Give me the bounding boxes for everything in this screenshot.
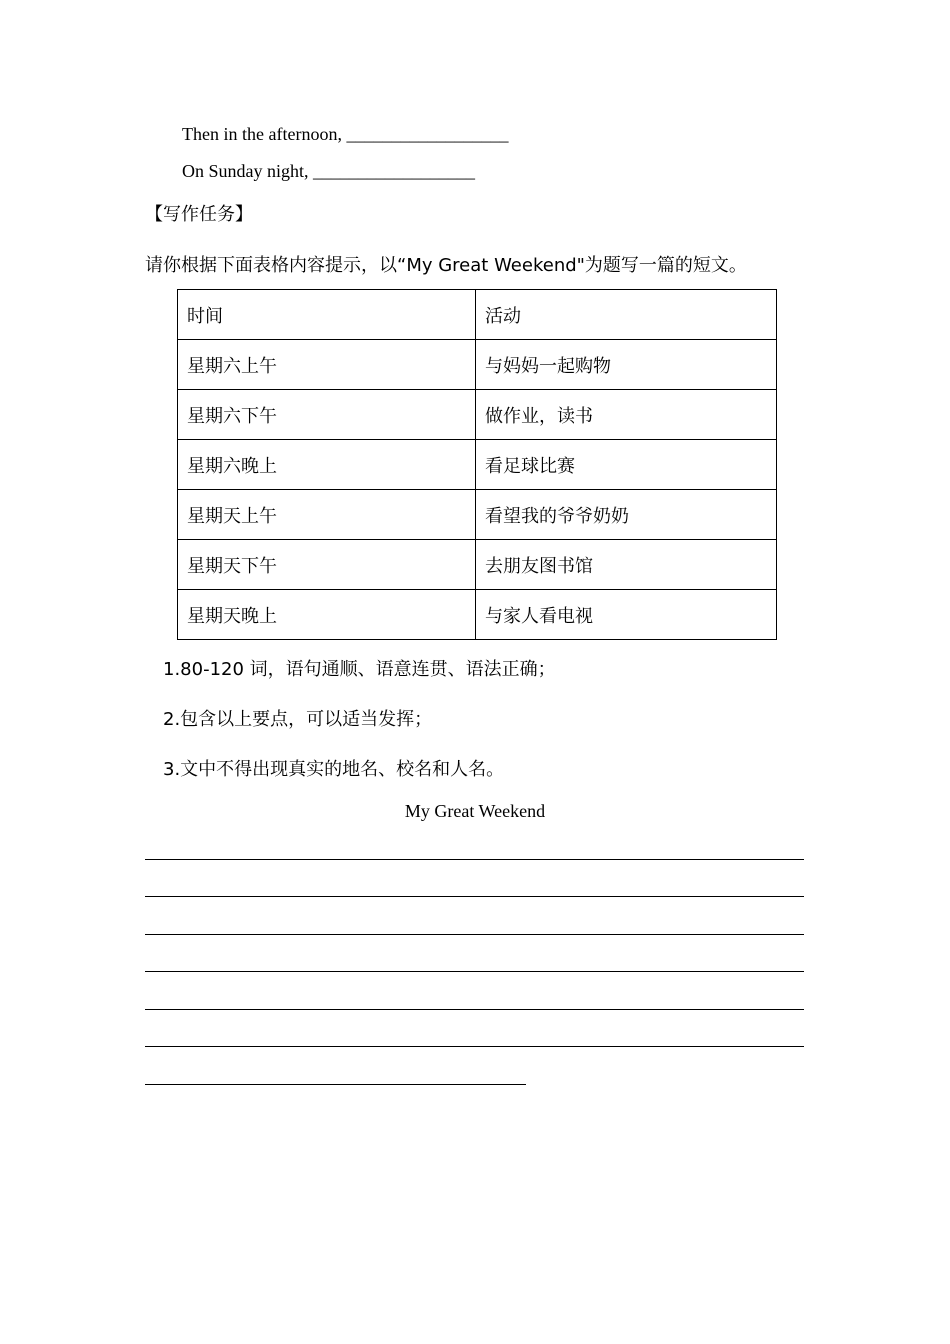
table-row	[178, 590, 777, 640]
table-header-row	[178, 290, 777, 340]
section-heading: 【写作任务】	[145, 204, 253, 225]
prompt-afternoon: Then in the afternoon, __________________	[182, 124, 509, 144]
instruction-text: 请你根据下面表格内容提示，以“My Great Weekend"为题写一篇的短文。	[145, 255, 747, 276]
table-cell-time: 星期天上午	[178, 490, 476, 540]
requirement-3: 3.文中不得出现真实的地名、校名和人名。	[163, 759, 505, 780]
writing-line[interactable]	[145, 1084, 526, 1085]
table-row	[178, 440, 777, 490]
table-cell-time: 星期六上午	[178, 340, 476, 390]
prompt-sunday-night: On Sunday night, __________________	[182, 161, 476, 181]
writing-line[interactable]	[145, 896, 804, 897]
table-cell-activity: 与家人看电视	[476, 590, 777, 640]
table-header-activity: 活动	[476, 290, 777, 340]
table-row	[178, 340, 777, 390]
table-cell-time: 星期六下午	[178, 390, 476, 440]
activity-table	[177, 289, 777, 640]
writing-line[interactable]	[145, 934, 804, 935]
writing-line[interactable]	[145, 971, 804, 972]
table-cell-time: 星期天下午	[178, 540, 476, 590]
requirement-2: 2.包含以上要点，可以适当发挥；	[163, 709, 433, 730]
table-cell-activity: 做作业，读书	[476, 390, 777, 440]
essay-title: My Great Weekend	[404, 801, 546, 821]
table-cell-time: 星期天晚上	[178, 590, 476, 640]
table-row	[178, 490, 777, 540]
table-cell-activity: 去朋友图书馆	[476, 540, 777, 590]
table-header-time: 时间	[178, 290, 476, 340]
table-cell-activity: 与妈妈一起购物	[476, 340, 777, 390]
table-row	[178, 390, 777, 440]
table-cell-activity: 看望我的爷爷奶奶	[476, 490, 777, 540]
table-cell-time: 星期六晚上	[178, 440, 476, 490]
table-cell-activity: 看足球比赛	[476, 440, 777, 490]
writing-line[interactable]	[145, 1046, 804, 1047]
writing-line[interactable]	[145, 859, 804, 860]
table-row	[178, 540, 777, 590]
writing-line[interactable]	[145, 1009, 804, 1010]
requirement-1: 1.80-120 词，语句通顺、语意连贯、语法正确；	[163, 659, 556, 680]
